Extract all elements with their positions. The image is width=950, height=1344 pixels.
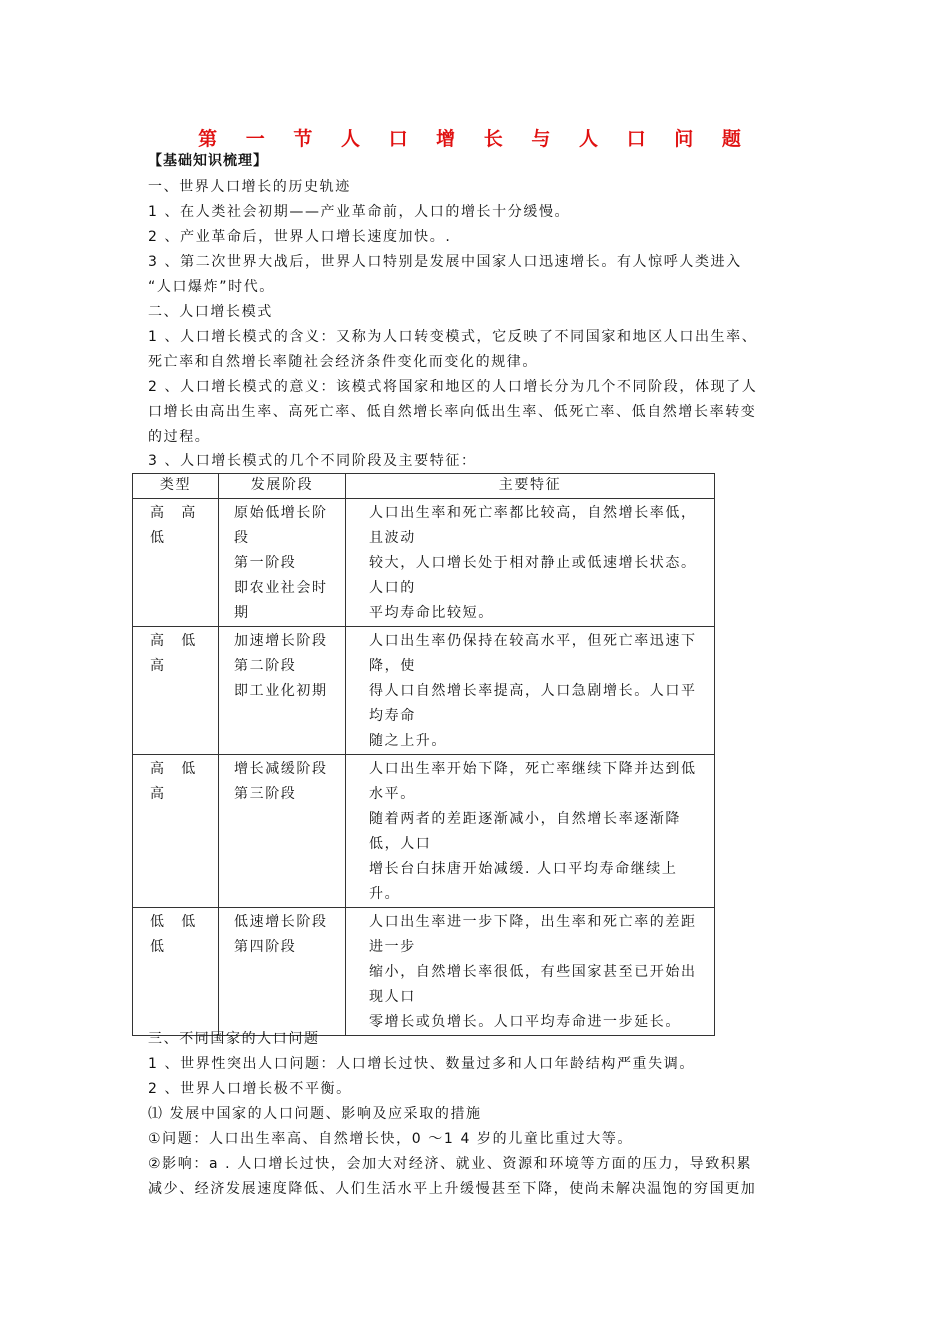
cell-line: 低速增长阶段 [234,914,328,930]
page-title: 第 一 节 人 口 增 长 与 人 口 问 题 [198,128,752,150]
stage-cell [219,499,346,627]
cell-line: 低，人口 [369,836,432,852]
cell-line: 高 低 [150,761,197,777]
type-cell [133,499,219,627]
cell-line: 低 [150,939,166,955]
table-row [133,499,715,627]
cell-line: 高 [150,786,166,802]
cell-line: 且波动 [369,530,416,546]
text-line: ②影响：a . 人口增长过快，会加大对经济、就业、资源和环境等方面的压力，导致积累 [148,1156,753,1172]
cell-line: 人口的 [369,580,416,596]
header-type: 类型 [133,474,219,499]
stage-cell [219,627,346,755]
cell-line: 即农业社会时 [234,580,328,596]
header-stage: 发展阶段 [219,474,346,499]
feature-cell [346,755,715,908]
cell-line: 随着两者的差距逐渐减小，自然增长率逐渐降 [369,811,681,827]
text-line: 口增长由高出生率、高死亡率、低自然增长率向低出生率、低死亡率、低自然增长率转变 [148,404,757,420]
stage-cell [219,755,346,908]
cell-line: 高 高 [150,505,197,521]
text-line: 2 、人口增长模式的意义：该模式将国家和地区的人口增长分为几个不同阶段，体现了人 [148,379,758,395]
feature-cell [346,627,715,755]
table-row [133,908,715,1036]
text-line: ①问题：人口出生率高、自然增长快，0 ～1 4 岁的儿童比重过大等。 [148,1131,634,1147]
table-row [133,627,715,755]
cell-line: 降，使 [369,658,416,674]
cell-line: 均寿命 [369,708,416,724]
cell-line: 低 [150,530,166,546]
population-stage-table [132,473,715,1036]
cell-line: 随之上升。 [369,733,447,749]
cell-line: 人口出生率仍保持在较高水平，但死亡率迅速下 [369,633,697,649]
cell-line: 零增长或负增长。人口平均寿命进一步延长。 [369,1014,681,1030]
text-line: 死亡率和自然增长率随社会经济条件变化而变化的规律。 [148,354,538,370]
type-cell [133,755,219,908]
text-line: “人口爆炸”时代。 [148,279,275,295]
cell-line: 缩小，自然增长率很低，有些国家甚至已开始出 [369,964,697,980]
type-cell [133,627,219,755]
cell-line: 人口出生率和死亡率都比较高，自然增长率低， [369,505,697,521]
cell-line: 人口出生率开始下降，死亡率继续下降并达到低 [369,761,697,777]
cell-line: 平均寿命比较短。 [369,605,494,621]
cell-line: 第二阶段 [234,658,297,674]
cell-line: 低 低 [150,914,197,930]
text-line: 二、人口增长模式 [148,304,273,320]
text-line: ⑴ 发展中国家的人口问题、影响及应采取的措施 [148,1106,482,1122]
text-line: 1 、人口增长模式的含义：又称为人口转变模式，它反映了不同国家和地区人口出生率、 [148,329,758,345]
cell-line: 第四阶段 [234,939,297,955]
cell-line: 增长减缓阶段 [234,761,328,777]
text-line: 的过程。 [148,429,211,445]
cell-line: 加速增长阶段 [234,633,328,649]
cell-line: 较大，人口增长处于相对静止或低速增长状态。 [369,555,697,571]
cell-line: 高 [150,658,166,674]
header-feature: 主要特征 [346,474,715,499]
cell-line: 段 [234,530,250,546]
text-line: 3 、第二次世界大战后，世界人口特别是发展中国家人口迅速增长。有人惊呼人类进入 [148,254,742,270]
text-line: 1 、在人类社会初期——产业革命前，人口的增长十分缓慢。 [148,204,571,220]
cell-line: 升。 [369,886,401,902]
text-line: 2 、产业革命后，世界人口增长速度加快。. [148,229,452,245]
cell-line: 期 [234,605,250,621]
table-header-row [133,474,715,499]
cell-line: 水平。 [369,786,416,802]
cell-line: 高 低 [150,633,197,649]
table-row [133,755,715,908]
feature-cell [346,499,715,627]
type-cell [133,908,219,1036]
cell-line: 第三阶段 [234,786,297,802]
cell-line: 即工业化初期 [234,683,328,699]
cell-line: 增长台白抹唐开始减缓. 人口平均寿命继续上 [369,861,678,877]
text-line: 1 、世界性突出人口问题：人口增长过快、数量过多和人口年龄结构严重失调。 [148,1056,695,1072]
stage-cell [219,908,346,1036]
section-label: 【基础知识梳理】 [148,153,268,169]
cell-line: 第一阶段 [234,555,297,571]
cell-line: 得人口自然增长率提高，人口急剧增长。人口平 [369,683,697,699]
cell-line: 进一步 [369,939,416,955]
text-line: 减少、经济发展速度降低、人们生活水平上升缓慢甚至下降，使尚未解决温饱的穷国更加 [148,1181,757,1197]
feature-cell [346,908,715,1036]
text-line: 3 、人口增长模式的几个不同阶段及主要特征： [148,453,477,469]
cell-line: 原始低增长阶 [234,505,328,521]
text-line: 2 、世界人口增长极不平衡。 [148,1081,352,1097]
cell-line: 人口出生率进一步下降，出生率和死亡率的差距 [369,914,697,930]
text-line: 三、不同国家的人口问题 [148,1031,320,1047]
cell-line: 现人口 [369,989,416,1005]
text-line: 一、世界人口增长的历史轨迹 [148,179,351,195]
